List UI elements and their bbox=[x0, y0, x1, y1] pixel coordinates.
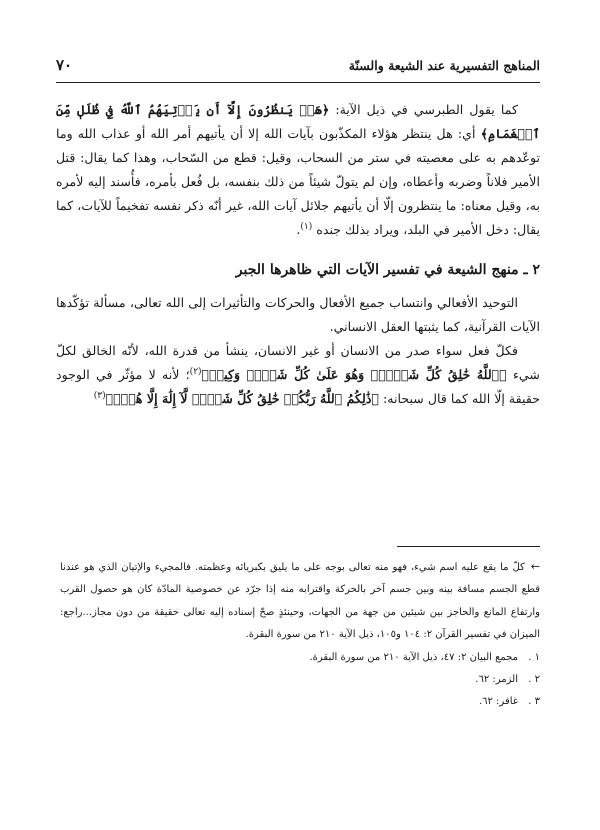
para1-intro: كما يقول الطبرسي في ذيل الآية: bbox=[329, 102, 519, 117]
footnotes bbox=[60, 556, 540, 714]
quran-verse-ghafir-62: ﴿ذَٰلِكُمُ ٱللَّهُ رَبُّكُمۡ خَٰلِقُ كُلِّ شَيۡءٖ لَّآ إِلَٰهَ إِلَّا هُوَۖ﴾ bbox=[105, 391, 380, 406]
footnote-item bbox=[60, 669, 540, 691]
footnote-number: ١ . bbox=[528, 651, 540, 663]
footnote-ref-2[interactable]: (٢) bbox=[189, 366, 202, 377]
footnote-divider bbox=[397, 546, 540, 547]
running-title: المناهج التفسيرية عند الشيعة والسنّة bbox=[348, 58, 540, 73]
footnote-number: ٢ . bbox=[528, 674, 540, 686]
para3-text2: ؛ لأنه لا مؤثّر في الوجود حقيقة إلّا الله كما قال سبحانه: bbox=[56, 367, 540, 406]
footnote-item bbox=[60, 691, 540, 713]
footnote-text: الزمر: ٦٢. bbox=[475, 674, 518, 686]
page-number: ٧٠ bbox=[56, 56, 73, 74]
footnote-ref-3[interactable]: (٣) bbox=[93, 390, 106, 401]
footnote-text: غافر: ٦٢. bbox=[478, 696, 518, 708]
continuation-arrow-icon: ← bbox=[530, 560, 540, 573]
quran-verse-baqara-210: ﴿هَلۡ يَنظُرُونَ إِلَّآ أَن يَأۡتِيَهُمُ ٱللَّهُ فِي ظُلَلٖ مِّنَ ٱلۡغَمَامِ﴾ bbox=[56, 102, 540, 141]
para1-end: . bbox=[296, 222, 301, 237]
header-divider bbox=[56, 82, 540, 83]
section-heading: ٢ ـ منهج الشيعة في تفسير الآيات التي ظاهرها الجبر bbox=[235, 262, 540, 278]
paragraph-tabarsi bbox=[56, 98, 540, 242]
page-header bbox=[56, 56, 540, 78]
footnote-text: مجمع البيان ٢: ٤٧، ذيل الآية ٢١٠ من سورة البقرة. bbox=[309, 651, 518, 663]
footnote-number: ٣ . bbox=[528, 696, 540, 708]
footnote-item bbox=[60, 647, 540, 669]
para3-text1: فكلّ فعل سواء صدر من الانسان أو غير الانسان، ينشأ من قدرة الله، لأنّه الخالق لكلّ شيء bbox=[56, 343, 540, 382]
paragraph-creator bbox=[56, 339, 540, 411]
para1-text: أي: هل ينتظر هؤلاء المكذّبون بآيات الله إلا أن يأتيهم أمر الله أو عذاب الله وما توعّدهم به على معصيته في ستر من السحاب، وقيل: قطع من السّحاب، وهذا كما يقال: قتل الأمير فلاناً وضربه وأعطاه، وإن لم يتولّ شيئاً من ذلك بنفسه، بل فُعل بأمره، فأُسند إليه لأمره به، وقيل معناه: ما ينتظرون إلّا أن يأتيهم جلائل آيات الله، غير أنّه ذكر نفسه تفخيماً للآيات، كما يقال: دخل الأمير في البلد، ويراد بذلك جنده bbox=[56, 126, 540, 237]
paragraph-tawhid: التوحيد الأفعالي وانتساب جميع الأفعال والحركات والتأثيرات إلى الله تعالى، مسألة تؤكّدها الآيات القرآنية، كما يثبتها العقل الانساني. bbox=[56, 295, 540, 334]
main-text bbox=[56, 98, 540, 411]
footnote-continuation-text: كلّ ما يقع عليه اسم شيء، فهو منه تعالى بوجه على ما يليق بكبريائه وعظمته. فالمجيء والإتيان الذي هو عندنا قطع الجسم مسافة بينه وبين جسم آخر بالحركة واقترابه منه إذا جرّد عن خصوصية المادّة كان هو حصول القرب وارتفاع المانع والحاجز بين شيئين من جهة من الجهات، وحينئذٍ صحّ إسناده إليه تعالى حقيقة من دون مجاز...راجع: الميزان في تفسير القرآن ٢: ١٠٤ و١٠٥، ذيل الآية ٢١٠ من سورة البقرة. bbox=[60, 562, 540, 641]
footnote-ref-1[interactable]: (١) bbox=[300, 221, 313, 232]
quran-verse-zumar-62: ﴿ٱللَّهُ خَٰلِقُ كُلِّ شَيۡءٖۖ وَهُوَ عَلَىٰ كُلِّ شَيۡءٖ وَكِيلٞ﴾ bbox=[201, 367, 507, 382]
footnote-continuation bbox=[60, 556, 540, 647]
